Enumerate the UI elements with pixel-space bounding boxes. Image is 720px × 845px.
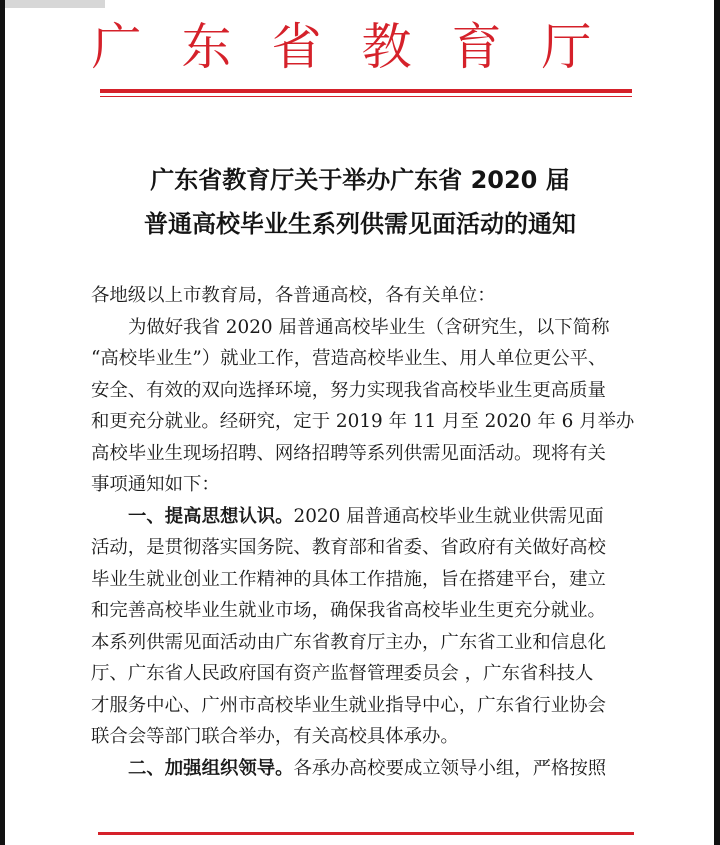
document-title: [0, 158, 720, 246]
section-1-first-line: [91, 501, 651, 533]
scan-edge-left: [0, 0, 5, 845]
document-body: [91, 280, 651, 784]
section-2-first-line: [91, 753, 651, 785]
section-2-first-text: 各承办高校要成立领导小组，严格按照: [293, 757, 607, 779]
paragraph-line: 毕业生就业创业工作精神的具体工作措施，旨在搭建平台，建立: [91, 568, 606, 590]
paragraph-line: 安全、有效的双向选择环境，努力实现我省高校毕业生更高质量: [91, 379, 606, 401]
section-2-heading: 二、加强组织领导。: [128, 757, 294, 779]
salutation: 各地级以上市教育局，各普通高校，各有关单位：: [91, 285, 496, 306]
letterhead-rule-thin: [100, 96, 632, 97]
paragraph-line: 活动，是贯彻落实国务院、教育部和省委、省政府有关做好高校: [91, 537, 606, 558]
paragraph-line: 联合会等部门联合举办，有关高校具体承办。: [91, 726, 459, 747]
scan-top-artifact: [5, 0, 105, 8]
document-title-line-2: 普通高校毕业生系列供需见面活动的通知: [144, 210, 576, 238]
letterhead-title: 广东省教育厅: [91, 18, 632, 76]
document-title-line-1: 广东省教育厅关于举办广东省 2020 届: [150, 166, 570, 194]
paragraph-line: 才服务中心、广州市高校毕业生就业指导中心，广东省行业协会: [91, 694, 606, 716]
section-1-heading: 一、提高思想认识。: [128, 505, 294, 527]
paragraph-line: 事项通知如下：: [91, 474, 220, 495]
paragraph-line: 厅、广东省人民政府国有资产监督管理委员会 ，广东省科技人: [91, 663, 594, 684]
footer-rule: [98, 832, 634, 835]
section-1-first-text: 2020 届普通高校毕业生就业供需见面: [293, 505, 604, 527]
paragraph-line: 高校毕业生现场招聘、网络招聘等系列供需见面活动。现将有关: [91, 442, 606, 464]
paragraph-line: 和更充分就业。经研究，定于 2019 年 11 月至 2020 年 6 月举办: [91, 411, 635, 432]
letterhead-rule: [100, 89, 632, 93]
paragraph-line: 为做好我省 2020 届普通高校毕业生（含研究生，以下简称: [128, 316, 610, 338]
paragraph-line: 和完善高校毕业生就业市场，确保我省高校毕业生更充分就业。: [91, 600, 606, 621]
letterhead: [0, 8, 720, 78]
paragraph-line: “高校毕业生”）就业工作，营造高校毕业生、用人单位更公平、: [91, 348, 607, 369]
scan-edge-right: [714, 0, 720, 845]
paragraph-line: 本系列供需见面活动由广东省教育厅主办，广东省工业和信息化: [91, 631, 606, 653]
